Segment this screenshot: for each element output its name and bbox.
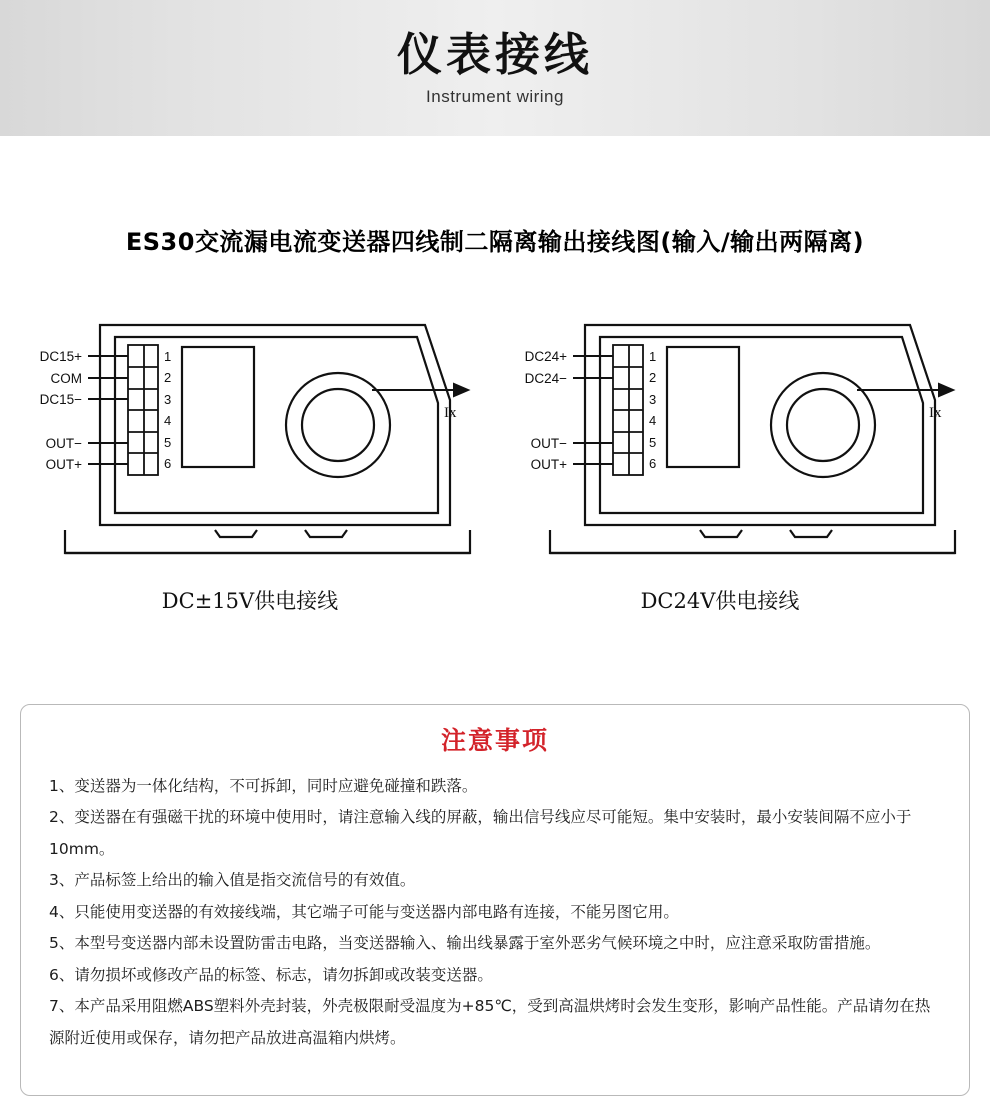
terminal-numbers-dc15 (164, 349, 171, 471)
svg-text:5: 5 (649, 435, 657, 450)
wiring-diagram-dc15 (20, 285, 490, 575)
svg-text:1: 1 (649, 349, 657, 364)
diagram-caption-dc15: DC±15V供电接线 (161, 589, 339, 613)
note-item: 1、变送器为一体化结构，不可拆卸，同时应避免碰撞和跌落。 (49, 777, 478, 795)
svg-text:1: 1 (164, 349, 172, 364)
banner-title: 仪表接线 (396, 28, 593, 82)
note-item: 2、变送器在有强磁干扰的环境中使用时，请注意输入线的屏蔽，输出信号线应尽可能短。集中安装时，最小安装间隔不应小于10mm。 (49, 808, 912, 858)
current-arrow-dc24 (857, 384, 953, 396)
lead-label-dc15-5: OUT− (45, 436, 82, 451)
lead-wires-dc24 (573, 356, 613, 464)
banner-subtitle: Instrument wiring (426, 86, 564, 106)
svg-text:2: 2 (649, 370, 657, 385)
svg-text:4: 4 (164, 413, 172, 428)
note-item: 7、本产品采用阻燃ABS塑料外壳封装，外壳极限耐受温度为+85℃，受到高温烘烤时会发生变形，影响产品性能。产品请勿在热源附近使用或保存，请勿把产品放进高温箱内烘烤。 (49, 997, 931, 1047)
svg-text:6: 6 (649, 456, 657, 471)
terminal-numbers-dc24 (649, 349, 656, 471)
note-item: 4、只能使用变送器的有效接线端，其它端子可能与变送器内部电路有连接，不能另图它用。 (49, 902, 679, 921)
terminal-block-dc24 (613, 345, 643, 475)
device-outline-dc24 (505, 285, 975, 575)
diagram-caption-dc24: DC24V供电接线 (640, 589, 800, 613)
lead-label-dc24-1: DC24+ (524, 349, 567, 364)
notes-list (49, 771, 941, 1054)
lead-label-dc15-3: DC15− (39, 392, 82, 407)
svg-text:2: 2 (164, 370, 172, 385)
device-outline-dc15 (20, 285, 490, 575)
note-item: 3、产品标签上给出的输入值是指交流信号的有效值。 (49, 871, 416, 890)
svg-text:6: 6 (164, 456, 172, 471)
lead-label-dc15-1: DC15+ (39, 349, 82, 364)
lead-label-dc24-2: DC24− (524, 371, 567, 386)
lead-label-dc15-2: COM (50, 371, 82, 386)
terminal-block-dc15 (128, 345, 158, 475)
wiring-diagrams (0, 285, 990, 645)
note-item: 5、本型号变送器内部未设置防雷击电路，当变送器输入、输出线暴露于室外恶劣气候环境之中时，应注意采取防雷措施。 (49, 934, 881, 953)
wiring-diagram-dc24 (505, 285, 975, 575)
notes-title: 注意事项 (440, 726, 549, 755)
svg-text:3: 3 (649, 392, 657, 407)
svg-text:4: 4 (649, 413, 657, 428)
lead-label-dc15-6: OUT+ (45, 457, 82, 472)
section-heading: ES30交流漏电流变送器四线制二隔离输出接线图(输入/输出两隔离) (125, 228, 865, 256)
page-banner (0, 0, 990, 136)
lead-label-dc24-5: OUT− (530, 436, 567, 451)
current-label-dc24: Ix (929, 405, 942, 421)
svg-text:5: 5 (164, 435, 172, 450)
svg-text:3: 3 (164, 392, 172, 407)
lead-wires-dc15 (88, 356, 128, 464)
lead-label-dc24-6: OUT+ (530, 457, 567, 472)
notes-panel (20, 704, 970, 1096)
current-label-dc15: Ix (444, 405, 457, 421)
note-item: 6、请勿损坏或修改产品的标签、标志，请勿拆卸或改装变送器。 (49, 965, 493, 984)
